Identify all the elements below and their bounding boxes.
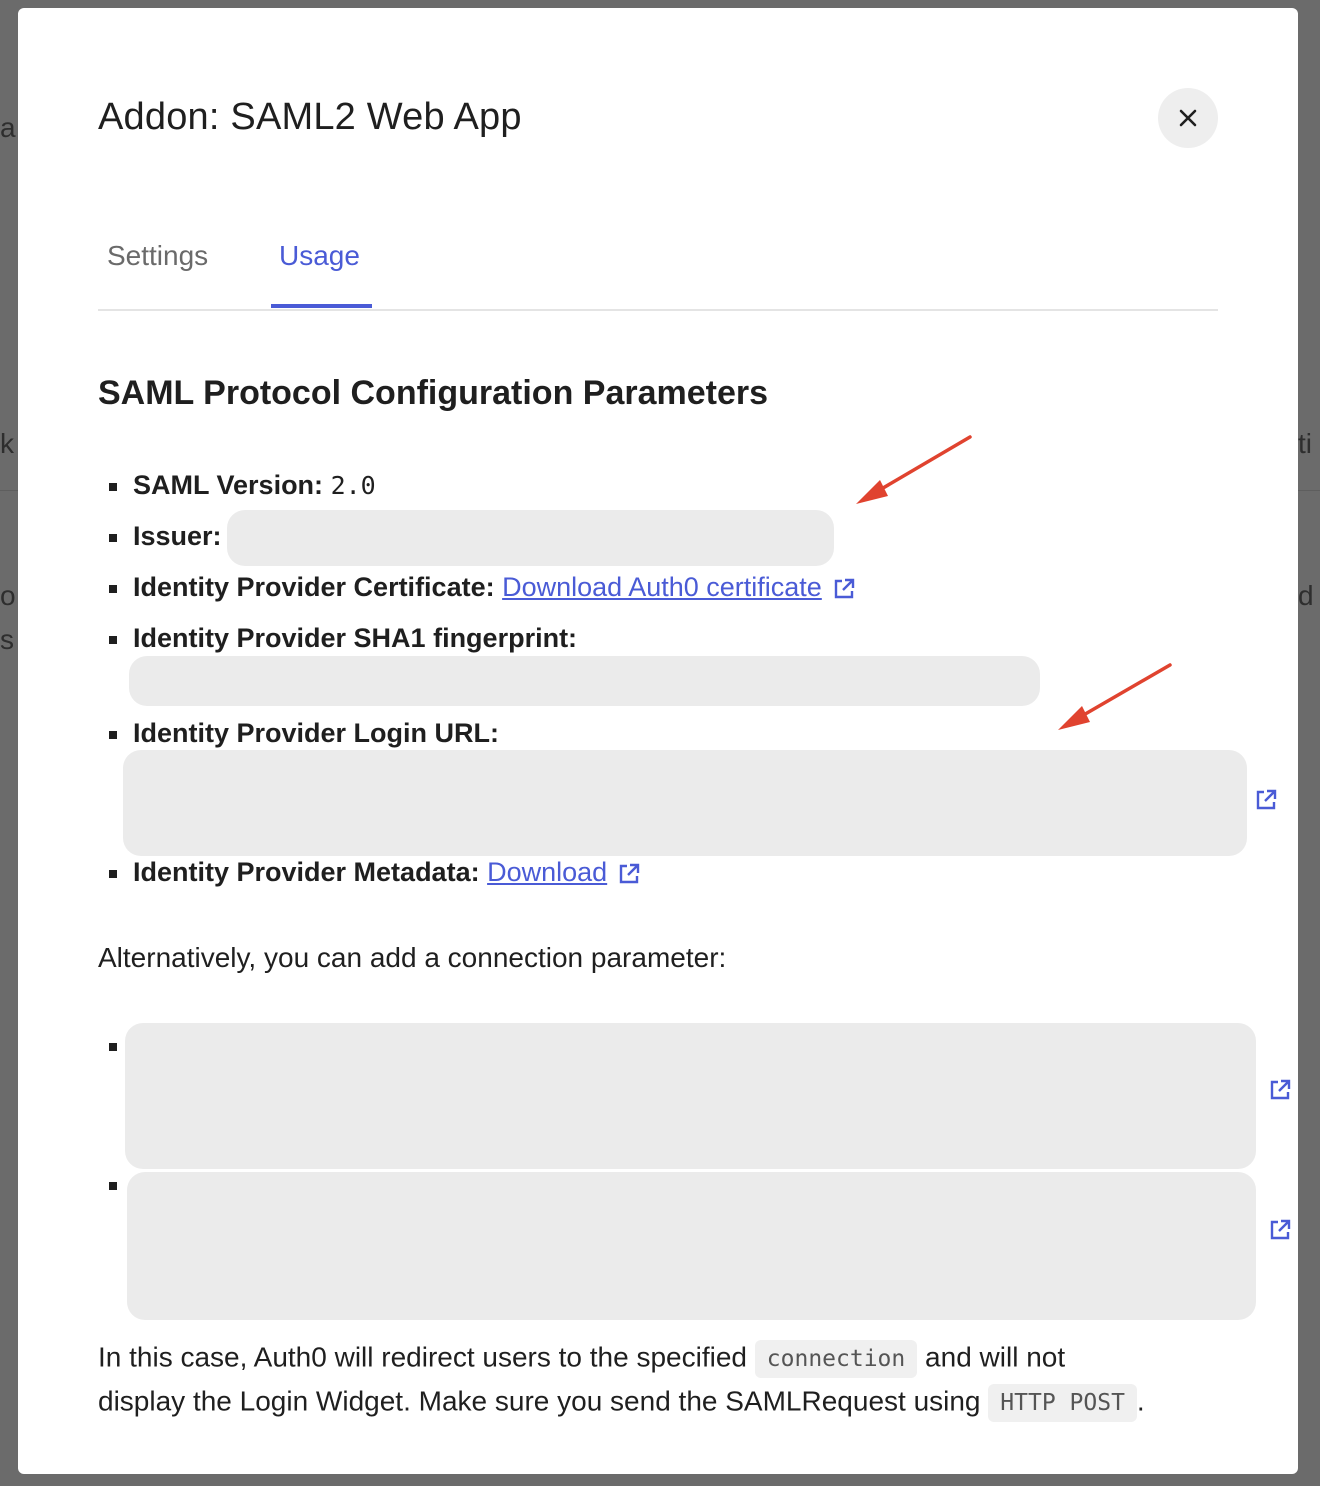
- modal-title: Addon: SAML2 Web App: [98, 96, 522, 138]
- bullet: [109, 1043, 117, 1051]
- issuer-item: [133, 521, 222, 552]
- login-url-label: Identity Provider Login URL:: [133, 718, 500, 748]
- fingerprint-value-redacted: [129, 656, 1040, 706]
- background-fragment: o: [0, 580, 16, 611]
- issuer-label: Issuer:: [133, 521, 222, 551]
- bullet: [109, 731, 117, 739]
- bullet: [109, 534, 117, 542]
- bullet: [109, 870, 117, 878]
- certificate-label: Identity Provider Certificate:: [133, 572, 495, 602]
- code-connection: connection: [755, 1340, 917, 1378]
- connection-param-redacted[interactable]: [127, 1172, 1256, 1320]
- external-link-icon[interactable]: [1268, 1078, 1292, 1102]
- bullet: [109, 636, 117, 644]
- saml-version-item: [133, 470, 376, 501]
- footer-line-2: [98, 1384, 1145, 1422]
- background-fragment: a: [0, 112, 16, 143]
- addon-modal: [18, 8, 1298, 1474]
- footer-text: .: [1136, 1385, 1145, 1417]
- footer-line-1: [98, 1340, 1065, 1378]
- footer-text: In this case, Auth0 will redirect users to the specified: [98, 1341, 747, 1373]
- login-url-value-redacted[interactable]: [123, 750, 1247, 856]
- section-heading: SAML Protocol Configuration Parameters: [98, 374, 769, 412]
- download-certificate-link[interactable]: Download Auth0 certificate: [502, 572, 822, 602]
- background-divider: [0, 490, 18, 491]
- close-button[interactable]: [1158, 88, 1218, 148]
- tab-bar: [98, 228, 1218, 311]
- bullet: [109, 1182, 117, 1190]
- footer-text: and will not: [925, 1341, 1066, 1373]
- footer-text: display the Login Widget. Make sure you send the SAMLRequest using: [98, 1385, 981, 1417]
- tab-settings[interactable]: Settings: [107, 240, 209, 271]
- annotation-arrow: [848, 432, 978, 512]
- certificate-item: [133, 572, 856, 603]
- saml-version-label: SAML Version:: [133, 470, 324, 500]
- external-link-icon[interactable]: [1268, 1218, 1292, 1242]
- background-fragment: d: [1298, 580, 1314, 611]
- external-link-icon[interactable]: [1254, 788, 1278, 812]
- issuer-value-redacted: [227, 510, 834, 566]
- code-http-post: HTTP POST: [988, 1384, 1137, 1422]
- external-link-icon[interactable]: [832, 577, 856, 601]
- bullet: [109, 585, 117, 593]
- tab-usage[interactable]: Usage: [279, 240, 360, 271]
- annotation-arrow: [1050, 660, 1180, 740]
- fingerprint-label: Identity Provider SHA1 fingerprint:: [133, 623, 578, 653]
- background-fragment: s: [0, 624, 14, 655]
- download-metadata-link[interactable]: Download: [487, 857, 608, 887]
- saml-version-value: 2.0: [330, 471, 376, 500]
- background-fragment: ti: [1298, 428, 1312, 459]
- metadata-label: Identity Provider Metadata:: [133, 857, 480, 887]
- close-icon: [1177, 107, 1199, 129]
- connection-param-redacted[interactable]: [125, 1023, 1256, 1169]
- active-tab-indicator: [271, 304, 372, 308]
- fingerprint-item: [133, 623, 577, 654]
- external-link-icon[interactable]: [617, 862, 641, 886]
- background-divider: [1298, 490, 1320, 491]
- metadata-item: [133, 857, 641, 888]
- login-url-item: [133, 718, 499, 749]
- background-fragment: k: [0, 428, 14, 459]
- bullet: [109, 483, 117, 491]
- alternative-text: Alternatively, you can add a connection parameter:: [98, 942, 727, 973]
